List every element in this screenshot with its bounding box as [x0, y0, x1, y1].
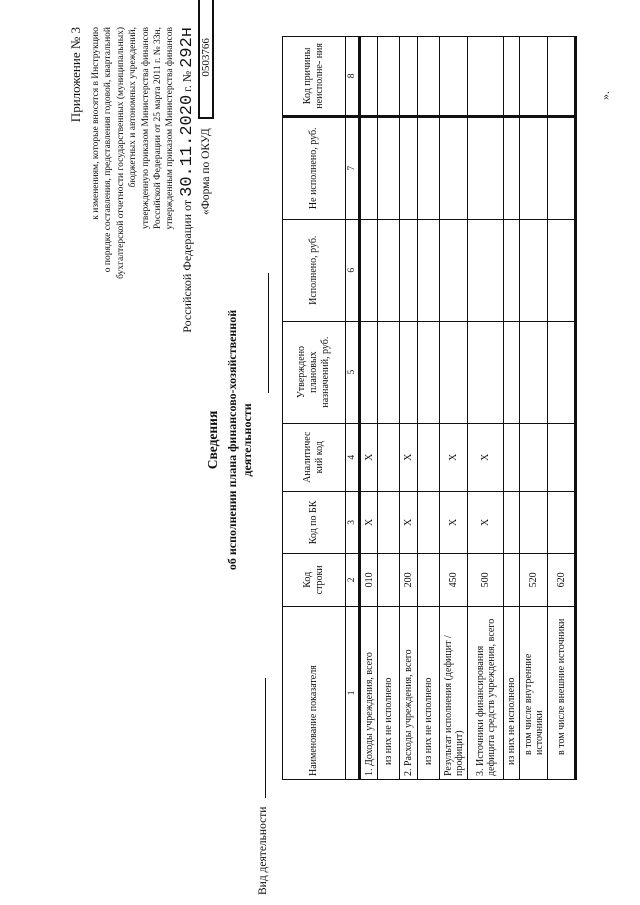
row-code	[378, 553, 400, 606]
year-suffix: г. №	[179, 70, 194, 92]
reason-code-cell[interactable]	[468, 37, 504, 117]
row-code: 500	[468, 553, 504, 606]
unexecuted-cell[interactable]	[360, 116, 378, 219]
row-analytic: X	[440, 423, 468, 491]
activity-label: Вид деятельности	[257, 806, 269, 895]
row-bk: X	[468, 491, 504, 553]
header-cell: Код по БК	[283, 491, 346, 553]
table-header-row	[283, 37, 346, 780]
title-sub: об исполнении плана финансово-хозяйственной деятельности	[225, 309, 254, 571]
planned-cell[interactable]	[378, 321, 400, 423]
table-row	[440, 37, 468, 780]
reason-code-cell[interactable]	[548, 37, 576, 117]
row-analytic	[504, 423, 520, 491]
reason-code-cell[interactable]	[360, 37, 378, 117]
executed-cell[interactable]	[504, 219, 520, 321]
unexecuted-cell[interactable]	[468, 116, 504, 219]
activity-fill-line[interactable]	[265, 678, 266, 798]
planned-cell[interactable]	[548, 321, 576, 423]
column-number: 8	[346, 37, 360, 117]
document-title	[205, 275, 255, 605]
row-analytic	[520, 423, 548, 491]
table-row	[360, 37, 378, 780]
row-code	[504, 553, 520, 606]
header-cell: Не исполнено, руб.	[283, 116, 346, 219]
table-row	[504, 37, 520, 780]
header-cell: Наименование показателя	[283, 606, 346, 779]
column-number: 1	[346, 606, 360, 779]
reason-code-cell[interactable]	[418, 37, 440, 117]
planned-cell[interactable]	[468, 321, 504, 423]
unexecuted-cell[interactable]	[378, 116, 400, 219]
planned-cell[interactable]	[504, 321, 520, 423]
appendix-line: утвержденным приказом Министерства финансов	[165, 27, 176, 230]
executed-cell[interactable]	[468, 219, 504, 321]
row-bk: X	[400, 491, 418, 553]
unexecuted-cell[interactable]	[418, 116, 440, 219]
row-analytic: X	[468, 423, 504, 491]
planned-cell[interactable]	[520, 321, 548, 423]
header-cell: Утверждено плановых назначений, руб.	[283, 321, 346, 423]
row-code: 450	[440, 553, 468, 606]
column-number: 6	[346, 219, 360, 321]
unexecuted-cell[interactable]	[400, 116, 418, 219]
column-number: 2	[346, 553, 360, 606]
appendix-header	[68, 27, 197, 365]
row-code: 010	[360, 553, 378, 606]
activity-type-row	[257, 678, 269, 895]
row-bk	[378, 491, 400, 553]
row-name: 3. Источники финансирования дефицита средств учреждения, всего	[468, 606, 504, 779]
reason-code-cell[interactable]	[520, 37, 548, 117]
order-date: 30.11.2020	[177, 94, 197, 197]
executed-cell[interactable]	[440, 219, 468, 321]
row-analytic	[378, 423, 400, 491]
okud-row	[198, 0, 214, 215]
reason-code-cell[interactable]	[378, 37, 400, 117]
row-analytic	[418, 423, 440, 491]
column-number-row	[346, 37, 360, 780]
table-row	[400, 37, 418, 780]
row-analytic	[548, 423, 576, 491]
appendix-line: о порядке составления, представления годовой, квартальной	[103, 27, 114, 273]
row-code	[418, 553, 440, 606]
federation-text: Российской Федерации от	[179, 199, 194, 333]
executed-cell[interactable]	[400, 219, 418, 321]
executed-cell[interactable]	[548, 219, 576, 321]
unexecuted-cell[interactable]	[520, 116, 548, 219]
order-number: 292н	[177, 27, 197, 68]
planned-cell[interactable]	[400, 321, 418, 423]
unexecuted-cell[interactable]	[504, 116, 520, 219]
row-bk	[504, 491, 520, 553]
table-row	[520, 37, 548, 780]
row-name: из них не исполнено	[504, 606, 520, 779]
planned-cell[interactable]	[440, 321, 468, 423]
title-main: Сведения	[205, 410, 220, 470]
table-row	[378, 37, 400, 780]
order-reference	[178, 27, 197, 365]
row-name: в том числе внешние источники	[548, 606, 576, 779]
okud-label: «Форма по ОКУД	[200, 128, 212, 215]
row-name: Результат исполнения (дефицит / профицит)	[440, 606, 468, 779]
row-name: 1. Доходы учреждения, всего	[360, 606, 378, 779]
row-name: из них не исполнено	[378, 606, 400, 779]
row-code: 520	[520, 553, 548, 606]
okud-code-box: 0503766	[198, 0, 214, 119]
unexecuted-cell[interactable]	[548, 116, 576, 219]
row-name: из них не исполнено	[418, 606, 440, 779]
reason-code-cell[interactable]	[400, 37, 418, 117]
row-code: 200	[400, 553, 418, 606]
row-analytic: X	[400, 423, 418, 491]
appendix-line: бюджетных и автономных учреждений,	[128, 27, 139, 188]
reason-code-cell[interactable]	[440, 37, 468, 117]
executed-cell[interactable]	[520, 219, 548, 321]
appendix-line: утвержденную приказом Министерства финансов	[140, 27, 151, 229]
executed-cell[interactable]	[360, 219, 378, 321]
table-row	[468, 37, 504, 780]
appendix-line: к изменениям, которые вносятся в Инструкцию	[91, 27, 101, 220]
row-name: в том числе внутренние источники	[520, 606, 548, 779]
unexecuted-cell[interactable]	[440, 116, 468, 219]
header-cell: Код причины неисполне- ния	[283, 37, 346, 117]
row-code: 620	[548, 553, 576, 606]
appendix-title: Приложение № 3	[68, 27, 83, 123]
table-row	[548, 37, 576, 780]
row-name: 2. Расходы учреждения, всего	[400, 606, 418, 779]
column-number: 5	[346, 321, 360, 423]
row-bk	[548, 491, 576, 553]
executed-cell[interactable]	[418, 219, 440, 321]
row-bk	[418, 491, 440, 553]
planned-cell[interactable]	[360, 321, 378, 423]
closing-quote: ».	[598, 91, 612, 100]
execution-table	[282, 36, 577, 780]
row-analytic: X	[360, 423, 378, 491]
title-underline	[268, 273, 269, 393]
header-cell: Исполнено, руб.	[283, 219, 346, 321]
header-cell: Код строки	[283, 553, 346, 606]
column-number: 4	[346, 423, 360, 491]
header-cell: Аналитичес кий код	[283, 423, 346, 491]
table-row	[418, 37, 440, 780]
column-number: 7	[346, 116, 360, 219]
appendix-line: бухгалтерской отчетности государственных (муниципальных)	[115, 27, 126, 279]
row-bk: X	[360, 491, 378, 553]
row-bk: X	[440, 491, 468, 553]
row-bk	[520, 491, 548, 553]
appendix-line: Российской Федерации от 25 марта 2011 г. № 33н,	[153, 27, 164, 230]
executed-cell[interactable]	[378, 219, 400, 321]
planned-cell[interactable]	[418, 321, 440, 423]
column-number: 3	[346, 491, 360, 553]
reason-code-cell[interactable]	[504, 37, 520, 117]
